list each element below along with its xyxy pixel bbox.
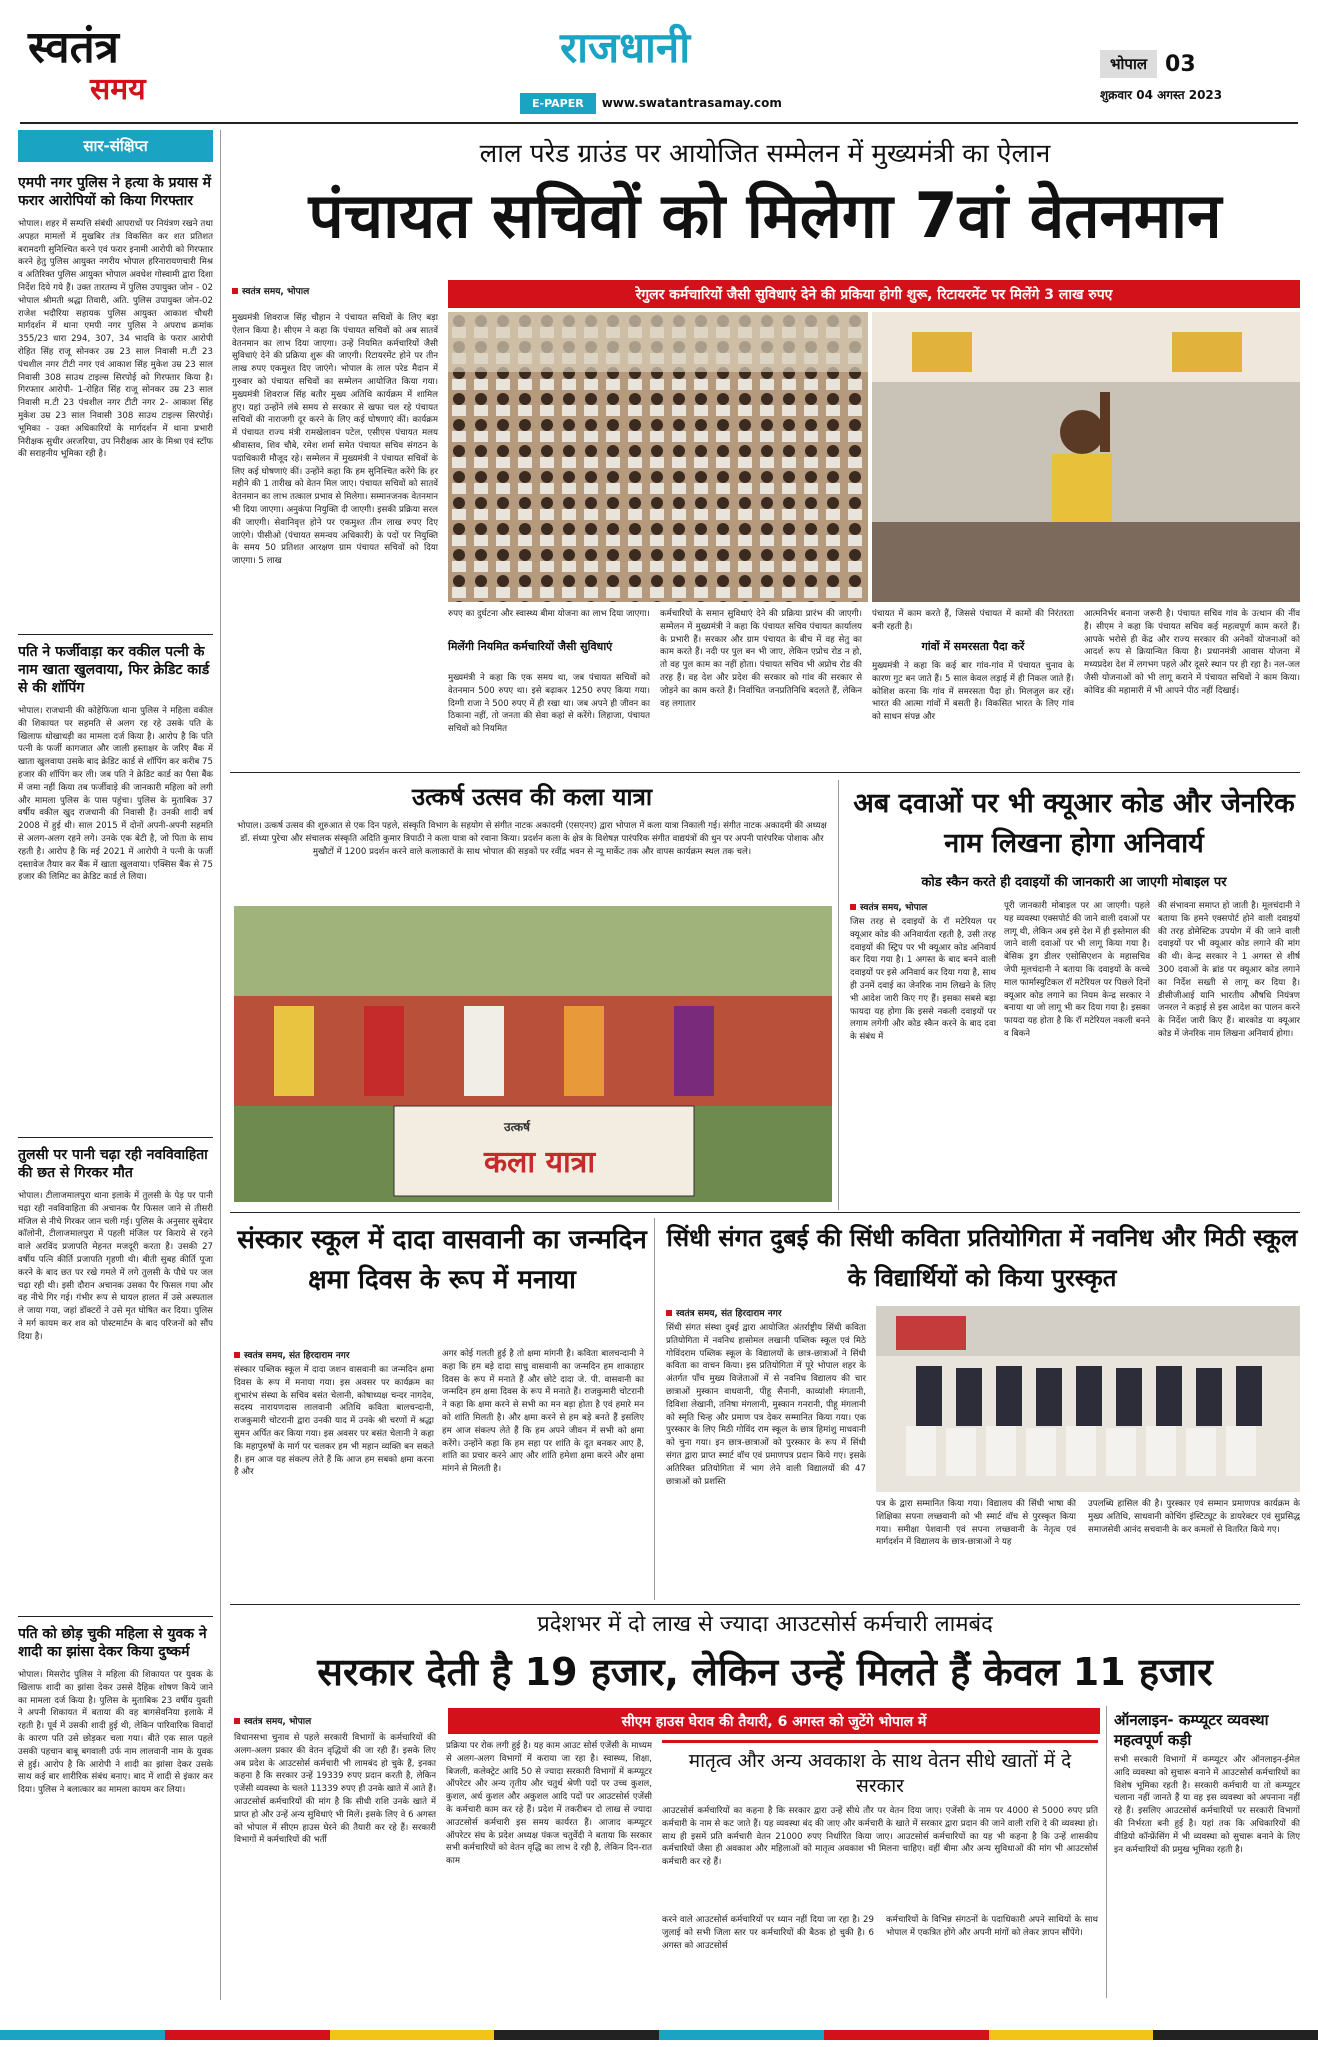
column-divider	[838, 780, 839, 1210]
logo-line-2: समय	[90, 72, 146, 107]
byline-marker	[666, 1310, 672, 1316]
lead-col-3: कर्मचारियों के समान सुविधाएं देने की प्रक्रिया प्रारंभ की जाएगी। सम्मेलन में मुख्यमंत्री ने कहा कि पंचायत सचिव पंचायत कार्यालय के प्रभारी हैं। सरकार और ग्राम पंचायत के बीच में वह सेतु का काम करते हैं। नदी पर पुल बन भी जाए, लेकिन एप्रोच रोड न हो, तो वह पुल काम का नहीं होता। पंचायत सचिव भी अप्रोच रोड की तरह हैं। वह देश और प्रदेश की सरकार को गांव की सरकार से जोड़ने का काम करते हैं। निर्वाचित जनप्रतिनिधि बदलते हैं, लेकिन वह लगातार	[660, 609, 862, 709]
outsource-headline: सरकार देती है 19 हजार, लेकिन उन्हें मिलते हैं केवल 11 हजार	[317, 1650, 1213, 1694]
byline-marker	[232, 288, 238, 294]
section-title: राजधानी	[560, 23, 691, 72]
lead-subhead-4: गांवों में समरसता पैदा करें	[921, 640, 1025, 653]
section-rule	[230, 1604, 1300, 1605]
bottom-color-strip	[0, 2030, 1318, 2040]
outsource-side-headline: ऑनलाइन- कम्प्यूटर व्यवस्था महत्वपूर्ण कड़ी	[1114, 1711, 1269, 1749]
crowd-photo	[448, 312, 868, 602]
cm-photo	[872, 312, 1300, 602]
column-divider	[1106, 1706, 1107, 1998]
sidebar	[18, 130, 213, 2000]
outsource-box	[662, 1740, 1098, 1906]
sidebar-headline: पति ने फर्जीवाड़ा कर वकील पत्नी के नाम खाता खुलवाया, फिर क्रेडिट कार्ड से की शॉपिंग	[18, 644, 210, 696]
lead-byline	[232, 284, 309, 297]
kala-headline: उत्कर्ष उत्सव की कला यात्रा	[411, 783, 653, 811]
section-rule	[230, 1212, 1300, 1213]
sidebar-divider	[18, 1137, 213, 1138]
masthead-rule	[20, 122, 1298, 124]
byline-text: स्वतंत्र समय, भोपाल	[860, 903, 928, 913]
sidebar-story	[18, 174, 213, 626]
sidebar-story	[18, 1146, 213, 1608]
lead-kicker: लाल परेड ग्राउंड पर आयोजित सम्मेलन में मुख्यमंत्री का ऐलान	[479, 139, 1051, 169]
edition-city: भोपाल	[1100, 50, 1157, 78]
byline-marker	[850, 904, 856, 910]
edition-date: शुक्रवार 04 अगस्त 2023	[1100, 88, 1223, 102]
byline-marker	[234, 1352, 240, 1358]
lead-col-4: पंचायत में काम करते हैं, जिससे पंचायत में कामों की निरंतरता बनी रहती है।	[872, 609, 1074, 632]
sidebar-headline: तुलसी पर पानी चढ़ा रही नवविवाहिता की छत से गिरकर मौत	[18, 1147, 208, 1181]
column-divider	[654, 1218, 655, 1600]
lead-col-1: मुख्यमंत्री शिवराज सिंह चौहान ने पंचायत सचिवों के लिए बड़ा ऐलान किया है। सीएम ने कहा कि पंचायत सचिवों को अब सातवें वेतनमान का लाभ दिया जाएगा। उन्हें नियमित कर्मचारियों जैसी सुविधाएं देने की प्रक्रिया शुरू की जाएगी। रिटायरमेंट होने पर तीन लाख रुपए एकमुश्त दिए जाएंगे। भोपाल के लाल परेड मैदान में गुरुवार को पंचायत सचिवों का सम्मेलन आयोजित किया गया। मुख्यमंत्री शिवराज सिंह बतौर मुख्य अतिथि कार्यक्रम में शामिल हुए। यहां उन्होंने लंबे समय से सरकार से खफा चल रहे पंचायत सचिवों की नाराजगी दूर करने के लिए कई घोषणाएं कीं। कार्यक्रम में पंचायत राज्य मंत्री रामखेलावन पटेल, एसीएस पंचायत मलय श्रीवास्तव, शिव चौबे, रमेश शर्मा समेत पंचायत सचिव संगठन के पदाधिकारी मौजूद रहे। सम्मेलन में मुख्यमंत्री ने पंचायत सचिवों के लिए कई घोषणाएं कीं। उन्होंने कहा कि हम सुनिश्चित करेंगे कि हर महीने की 1 तारीख को वेतन मिल जाए। पंचायत सचिवों को सातवें वेतनमान का लाभ तत्काल प्रभाव से मिलेगा। सम्मानजनक वेतनमान भी दिया जाएगा। अनुकंपा नियुक्ति दी जाएगी। इसकी प्रक्रिया सरल की जाएगी। सेवानिवृत्त होने पर एकमुश्त तीन लाख रुपए दिए जाएंगे। पीसीओ (पंचायत समन्वय अधिकारी) के पदों पर नियुक्ति के समय 50 प्रतिशत आरक्षण ग्राम पंचायत सचिवों को दिया जाएगा। 5 लाख	[232, 313, 438, 567]
section-rule	[230, 772, 1300, 773]
qr-col-2: पूरी जानकारी मोबाइल पर आ जाएगी। पहले यह व्यवस्था एक्सपोर्ट की जाने वाली दवाओं पर लागू थी, लेकिन अब इसे देश में ही इस्तेमाल की जाने वाली दवाओं पर भी लागू किया गया है। बेसिक ड्रग डीलर एसोसिएशन के महासचिव जेपी मूलचंदानी ने बताया कि दवाइयों के कच्चे माल फार्मास्युटिकल रॉ मटेरियल पर पिछले दिनों क्यूआर कोड लगाने का नियम केन्द्र सरकार ने बनाया था जो लागू भी कर दिया गया है। इसका फायदा यह होता है कि रॉ मटेरियल नकली बनने व बिकने	[1004, 901, 1150, 1039]
qr-col-3: की संभावना समाप्त हो जाती है। मूलचंदानी ने बताया कि हमने एक्सपोर्ट होने वाली दवाइयों की तरह डोमेस्टिक उपयोग में की जाने वाली दवाइयों पर भी क्यूआर कोड लगाने की मांग की थी। केन्द्र सरकार ने 1 अगस्त से शीर्ष 300 दवाओं के ब्रांड पर क्यूआर कोड लगाने का निर्देश सख्ती से लागू कर दिया है। डीसीजीआई यानि भारतीय औषधि नियंत्रण जनरल ने कड़ाई से इस आदेश का पालन करने के निर्देश जारी किए हैं। बारकोड या क्यूआर कोड में जेनरिक नाम लिखना अनिवार्य होगा।	[1158, 901, 1300, 1039]
sindhi-headline: सिंधी संगत दुबई की सिंधी कविता प्रतियोगिता में नवनिध और मिठी स्कूल के विद्यार्थियों को किया पुरस्कृत	[666, 1224, 1298, 1292]
outsource-col-2: प्रक्रिया पर रोक लगी हुई है। यह काम आउट सोर्स एजेंसी के माध्यम से अलग-अलग विभागों में कराया जा रहा है। स्वास्थ्य, शिक्षा, बिजली, कलेक्ट्रेट आदि 50 से ज्यादा सरकारी विभागों में कम्प्यूटर ऑपरेटर और अन्य तृतीय और चतुर्थ श्रेणी पदों पर उच्च कुशल, कुशल, अर्ध कुशल और अकुशल आदि पदों पर आउटसोर्स एजेंसी के कर्मचारी काम कर रहे हैं। प्रदेश में तकरीबन दो लाख से ज्यादा आउटसोर्स कर्मचारी इस समय कार्यरत हैं। आजाद कम्प्यूटर ऑपरेटर संघ के प्रदेश अध्यक्ष पंकज चतुर्वेदी ने बताया कि सरकार सभी कर्मचारियों को वेतन वृद्धि का लाभ दे रही है, लेकिन दिन-रात काम	[446, 1741, 652, 1867]
qr-byline	[850, 900, 927, 913]
outsource-byline	[234, 1714, 311, 1727]
qr-deck: कोड स्कैन करते ही दवाइयों की जानकारी आ जाएगी मोबाइल पर	[921, 875, 1227, 890]
sindhi-col-1: सिंधी संगत संस्था दुबई द्वारा आयोजित अंतर्राष्ट्रीय सिंधी कविता प्रतियोगिता में नवनिध हासोमल लखानी पब्लिक स्कूल एवं मिठे गोविंदराम पब्लिक स्कूल के विद्यालयों के छात्र-छात्राओं ने सिंधी कविता का वाचन किया। इस प्रतियोगिता में पूरे भोपाल शहर के अंतर्गत पाँच मुख्य विजेताओं में से नवनिध विद्यालय की चार छात्राओं मुस्कान वाधवानी, पीहू सैनानी, काव्यांशी मंगतानी, दिविशा लेखानी, तनिषा मंगलानी, मुस्कान गनरानी, पीहू मंगलानी को स्मृति चिन्ह और प्रमाण पत्र देकर सम्मानित किया गया। एक पुरस्कार के लिए मिठी गोविंद राम स्कूल के छात्र हिमांशु माधवानी को चुना गया। इन छात्र-छात्राओं को पुरस्कार के रूप में सिंधी संगत द्वारा प्राप्त स्मार्ट वॉच एवं प्रमाणपत्र प्रदान किये गए। इसके अतिरिक्त प्रतियोगिता में भाग लेने वाली विद्यालयों की 47 छात्राओं को प्रशस्ति	[666, 1323, 866, 1487]
sidebar-story	[18, 643, 213, 1129]
byline-text: स्वतंत्र समय, संत हिरदाराम नगर	[676, 1309, 782, 1319]
sidebar-body: भोपाल। मिसरोद पुलिस ने महिला की शिकायत पर युवक के खिलाफ शादी का झांसा देकर उससे दैहिक शोषण किये जाने का मामला दर्ज किया है। पुलिस के मुताबिक 23 वर्षीय युवती ने अपनी शिकायत में बताया की वह बागसेवनिया इलाके में रहती है। पूर्व में उसकी शादी हुई थी, लेकिन पारिवारिक विवादों के कारण पति उसे छोड़कर चला गया। बीते एक साल पहले उसकी पहचान बाबू बगवाली उर्फ नाम लालवानी नाम के युवक से हुई। आरोप है कि आरोपी ने शादी का झांसा देकर उसके साथ कई बार शारीरिक संबंध बनाए। बाद में शादी से इंकार कर दिया। पुलिस ने बलात्कार का मामला कायम कर लिया।	[18, 1670, 213, 1796]
column-divider	[220, 130, 221, 2000]
byline-text: स्वतंत्र समय, संत हिरदाराम नगर	[244, 1351, 350, 1361]
crowd-photo-image	[448, 312, 868, 602]
kala-banner-sub: उत्कर्ष	[504, 1120, 530, 1134]
outsource-col-1: विधानसभा चुनाव से पहले सरकारी विभागों के कर्मचारियों की अलग-अलग प्रकार की वेतन वृद्धियों की जा रही हैं। इसके लिए अब प्रदेश के आउटसोर्स कर्मचारी भी लामबंद हो चुके हैं, इनका कहना है कि सरकार उन्हें 19339 रुपए प्रदान करती है, लेकिन एजेंसी व्यवस्था के चलते 11339 रुपए ही उनके खाते में आते हैं। आउटसोर्स कर्मचारियों की मांग है कि सीधी राशि उनके खाते में प्राप्त हो और उन्हें अन्य सुविधाएं भी मिलें। इसके लिए वे 6 अगस्त को भोपाल में सीएम हाउस घेरने की तैयारी कर रहे हैं। सरकारी विभागों में कर्मचारियों की भर्ती	[234, 1733, 436, 1846]
sindhi-col-2: पत्र के द्वारा सम्मानित किया गया। विद्यालय की सिंधी भाषा की शिक्षिका सपना लच्छवानी को भी स्मार्ट वॉच से पुरस्कृत किया गया। समीक्षा पेशवानी एवं सपना लच्छवानी के नेतृत्व एवं मार्गदर्शन में विद्यालय के छात्र-छात्राओं ने यह	[876, 1499, 1076, 1548]
sanskar-byline	[234, 1348, 350, 1361]
outsource-kicker: प्रदेशभर में दो लाख से ज्यादा आउटसोर्स कर्मचारी लामबंद	[537, 1612, 993, 1637]
sindhi-byline	[666, 1306, 782, 1319]
byline-text: स्वतंत्र समय, भोपाल	[244, 1717, 312, 1727]
byline-marker	[234, 1718, 240, 1724]
qr-headline: अब दवाओं पर भी क्यूआर कोड और जेनरिक नाम लिखना होगा अनिवार्य	[853, 788, 1295, 859]
sidebar-divider	[18, 1616, 213, 1617]
sidebar-story	[18, 1625, 213, 2000]
sidebar-body: भोपाल। टीलाजमालपुरा थाना इलाके में तुलसी के पेड़ पर पानी चढ़ा रही नवविवाहिता की अचानक पैर फिसल जाने से तीसरी मंजिल से नीचे गिरकर जान चली गई। पुलिस के अनुसार सुबेदार कॉलोनी, टीलाजमालपुरा में पहली मंजिल पर किराये से रहने वाले अरविंद प्रजापति मेहनत मजदूरी करता है। उसकी 27 वर्षीय पत्नि कीर्ति प्रजापति गृहणी थी। बीती सुबह कीर्ति पूजा करने के बाद छत पर रखे गमले में लगे तुलसी के पौधे पर जल चढ़ा रही थी। इसी दौरान अचानक उसका पैर फिसल गया और वह नीचे गिर गई। गंभीर रूप से घायल हालत में उसे अस्पताल ले जाया गया, जहां डॉक्टरों ने उसे मृत घोषित कर दिया। पुलिस ने मर्ग कायम कर शव को पोस्टमार्टम के बाद परिजनों को सौंप दिया है।	[18, 1191, 213, 1342]
outsource-box-body: आउटसोर्स कर्मचारियों का कहना है कि सरकार द्वारा उन्हें सीधे तौर पर वेतन दिया जाए। एजेंसी के नाम पर 4000 से 5000 रुपए प्रति कर्मचारी के नाम से कट जाते हैं। यह व्यवस्था बंद की जाए और कर्मचारी के खाते में सरकार द्वारा प्रदान की जाने वाली राशि दे की व्यवस्था हो। साथ ही इसमें प्रति कर्मचारी वेतन 21000 रुपए निर्धारित किया जाए। आउटसोर्स कर्मचारियों का यह भी कहना है कि उन्हें शासकीय कर्मचारियों जैसा ही अवकाश और महिलाओं को मातृत्व अवकाश भी मिलना चाहिए। वहीं बीमा और अन्य सुविधाओं की मांग भी आउटसोर्स कर्मचारी कर रहे हैं।	[662, 1806, 1098, 1868]
masthead	[0, 0, 1318, 120]
kala-body: भोपाल। उत्कर्ष उत्सव की शुरुआत से एक दिन पहले, संस्कृति विभाग के सहयोग से संगीत नाटक अकादमी (एसएनए) द्वारा भोपाल में कला यात्रा निकाली गई। संगीत नाटक अकादमी की अध्यक्ष डॉ. संध्या पुरेचा और संचालक संस्कृति अदिति कुमार त्रिपाठी ने कला यात्रा को रवाना किया। प्रदर्शन कला के क्षेत्र के विशेषज्ञ पारंपरिक संगीत वाद्ययंत्रों की धुन पर अपनी पारंपरिक पोशाक और मुखौटों में 1200 प्रदर्शन करने वाले कलाकारों के साथ भोपाल की सड़कों पर रवींद्र भवन से न्यू मार्केट तक और वापस कार्यक्रम स्थल तक चले।	[237, 821, 827, 857]
epaper-label: E-PAPER	[520, 93, 596, 114]
sidebar-divider	[18, 634, 213, 635]
lead-col-4b: मुख्यमंत्री ने कहा कि कई बार गांव-गांव में पंचायत चुनाव के कारण गुट बन जाते हैं। 5 साल केवल लड़ाई में ही निकल जाते हैं। कोशिश करना कि गांव में समरसता पैदा हो। मिलजुल कर रहें। भारत की आत्मा गांवों में बसती है। विकसित भारत के लिए गांव को साधन संपन्न और	[872, 661, 1074, 723]
page-info	[1100, 50, 1300, 110]
cm-photo-image	[872, 312, 1300, 602]
lead-col-2b: मुख्यमंत्री ने कहा कि एक समय था, जब पंचायत सचिवों को वेतनमान 500 रुपए था। इसे बढ़ाकर 1250 रुपए किया गया। दिग्गी राजा ने 500 रुपए में ही रखा था। जब अपने ही जीवन का ठिकाना नहीं, तो जनता की सेवा कहां से करेंगे। लिहाजा, पंचायत सचिवों को नियमित	[448, 673, 650, 735]
sidebar-title: सार-संक्षिप्त	[18, 130, 213, 162]
outsource-col-3: करने वाले आउटसोर्स कर्मचारियों पर ध्यान नहीं दिया जा रहा है। 29 जुलाई को सभी जिला स्तर पर कर्मचारियों की बैठक हो चुकी है। 6 अगस्त को आउटसोर्स	[662, 1915, 874, 1951]
lead-col-5: आत्मनिर्भर बनाना जरूरी है। पंचायत सचिव गांव के उत्थान की नींव हैं। सीएम ने कहा कि पंचायत सचिव कई महत्वपूर्ण काम करते हैं। आपके भरोसे ही केंद्र और राज्य सरकार की अनेकों योजनाओं को आदर्श रूप से क्रियान्वित किया है। प्रधानमंत्री आवास योजना में मध्यप्रदेश देश में लगभग पहले और दूसरे स्थान पर ही रहा है। नल-जल जैसी योजनाओं को भी लागू कराने में पंचायत सचिवों ने काम किया। कोविड की महामारी में भी आपने पीठ नहीं दिखाई।	[1084, 609, 1300, 696]
kala-banner-text: कला यात्रा	[484, 1145, 596, 1180]
qr-col-1: जिस तरह से दवाइयों के रॉ मटेरियल पर क्यूआर कोड की अनिवार्यता रहती है, उसी तरह दवाइयों की स्ट्रिप पर भी क्यूआर कोड अनिवार्य कर दिया गया है। 1 अगस्त के बाद बनने वाली दवाइयों पर इसे अनिवार्य कर दिया गया है, साथ ही उनमें दवाई का जेनरिक नाम लिखने के लिए भी आदेश जारी किए गए हैं। इसका सबसे बड़ा फायदा यह होगा कि इससे नकली दवाइयों पर लगाम लगेगी और कोड स्कैन करने के बाद दवा के संबंध में	[850, 917, 996, 1043]
lead-subhead-2: मिलेंगी नियमित कर्मचारियों जैसी सुविधाएं	[448, 640, 613, 653]
lead-headline: पंचायत सचिवों को मिलेगा 7वां वेतनमान	[308, 179, 1222, 252]
outsource-side-body: सभी सरकारी विभागों में कम्प्यूटर और ऑनलाइन-ईमेल आदि व्यवस्था को सुचारू बनाने में आउटसोर्स कर्मचारियों का विशेष भूमिका रहती है। सरकारी कर्मचारी या तो कम्प्यूटर चलाना नहीं जानते हैं या वह इस व्यवस्था को अपनाना नहीं रहे हैं। इसलिए आउटसोर्स कर्मचारियों पर सरकारी विभागों की निर्भरता बनी हुई है। यहां तक कि अधिकारियों की वीडियो कॉन्फ्रेंसिंग में भी व्यवस्था को सुचारू बनाने के लिए इन कर्मचारियों की प्रमुख भूमिका रहती है।	[1114, 1755, 1300, 1855]
epaper-bar	[520, 92, 820, 114]
sidebar-headline: एमपी नगर पुलिस ने हत्या के प्रयास में फरार आरोपियों को किया गिरफ्तार	[18, 175, 212, 209]
sindhi-col-3: उपलब्धि हासिल की है। पुरस्कार एवं सम्मान प्रमाणपत्र कार्यक्रम के मुख्य अतिथि, साधवानी कोचिंग इंस्टिट्यूट के डायरेक्टर एवं सुप्रसिद्ध समाजसेवी आनंद सचवानी के कर कमलों से वितरित किये गए।	[1088, 1499, 1300, 1535]
outsource-deck: सीएम हाउस घेराव की तैयारी, 6 अगस्त को जुटेंगे भोपाल में	[448, 1708, 1100, 1734]
byline-text: स्वतंत्र समय, भोपाल	[242, 287, 310, 297]
kala-photo	[234, 906, 832, 1202]
sanskar-headline: संस्कार स्कूल में दादा वासवानी का जन्मदिन क्षमा दिवस के रूप में मनाया	[237, 1225, 647, 1295]
sanskar-col-1: संस्कार पब्लिक स्कूल में दादा जशन वासवानी का जन्मदिन क्षमा दिवस के रूप में मनाया गया। इस अवसर पर कार्यक्रम का शुभारंभ संस्था के सचिव बसंत चेलानी, कोषाध्यक्ष चन्दर नागदेव, सदस्य नारायणदास लालवानी अतिथि कविता बालचन्दानी, राजकुमारी चोटरानी द्वारा उनकी याद में उनके श्री चरणों में श्रद्धा सुमन अर्पित कर किया गया। इस अवसर पर बसंत चेलानी ने कहा कि महापुरुषों के मार्ग पर चलकर हम भी महान व्यक्ति बन सकते हैं। हम आज यह संकल्प लेते हैं कि आज हम सबको क्षमा करना है और	[234, 1365, 434, 1478]
outsource-col-4: कर्मचारियों के विभिन्न संगठनों के पदाधिकारी अपने साथियों के साथ भोपाल में एकत्रित होंगे और अपनी मांगों को लेकर ज्ञापन सौंपेंगे।	[886, 1915, 1098, 1938]
sidebar-body: भोपाल। राजधानी की कोहेफिजा थाना पुलिस ने महिला वकील की शिकायत पर सहमति से अलग रह रहे उसके पति के खिलाफ धोखाधड़ी का मामला दर्ज किया है। आरोप है कि पति पत्नी के फर्जी कागजात और जाली हस्ताक्षर के जरिए बैंक में खाता खुलवाया उसके बाद क्रेडिट कार्ड से शॉपिंग कर करीब 75 हजार की शॉपिंग कर ली। जब पति ने क्रेडिट कार्ड का पैसा बैंक में जमा नहीं किया तब फर्जीवाड़े की जानकारी महिला को लगी और मामला पुलिस के पास पहुंचा। पुलिस के मुताबिक 37 वर्षीय वकील खुद राजधानी की निवासी हैं। उनकी शादी वर्ष 2008 में हुई थी। साल 2015 में दोनों अपनी-अपनी सहमति से अलग-अलग रहने लगे। उनके एक बेटी है, जो पिता के साथ रहती है। आरोप है कि मई 2021 में आरोपी ने पत्नी के फर्जी दस्तावेज तैयार कर बैंक में खाता खुलवाया। एक्सिस बैंक से 75 हजार की लिमिट का क्रेडिट कार्ड ले लिया।	[18, 706, 213, 883]
page-number: 03	[1165, 51, 1196, 77]
website-url[interactable]: www.swatantrasamay.com	[601, 96, 782, 110]
sidebar-headline: पति को छोड़ चुकी महिला से युवक ने शादी का झांसा देकर किया दुष्कर्म	[18, 1626, 207, 1660]
sindhi-photo	[876, 1306, 1300, 1492]
lead-col-2: रुपए का दुर्घटना और स्वास्थ्य बीमा योजना का लाभ दिया जाएगा।	[448, 609, 650, 619]
sindhi-photo-image	[876, 1306, 1300, 1492]
logo-line-1: स्वतंत्र	[28, 22, 119, 73]
lead-deck: रेगुलर कर्मचारियों जैसी सुविधाएं देने की प्रकिया होगी शुरू, रिटायरमेंट पर मिलेंगे 3 लाख रुपए	[448, 280, 1300, 308]
outsource-box-headline: मातृत्व और अन्य अवकाश के साथ वेतन सीधे खातों में दे सरकार	[688, 1750, 1072, 1797]
sanskar-col-2: अगर कोई गलती हुई है तो क्षमा मांगनी है। कविता बालचन्दानी ने कहा कि हम बड़े दादा साधु वासवानी का जन्मदिन हम शाकाहार दिवस के रूप में मनाते हैं और छोटे दादा जे. पी. वासवानी का जन्मदिन हम क्षमा दिवस के रूप में मनाते हैं। राजकुमारी चोटरानी ने कहा कि क्षमा करने से सभी का मन बड़ा होता है एवं हमारे मन को शांति मिलती है। और क्षमा करने से हम बड़े बनते हैं इसलिए हम आज संकल्प लेते हैं कि हम अपने जीवन में सभी को क्षमा करेंगे। उन्होंने कहा कि हम सहा पर शांति के दूत बनकर आए हैं, शांति का प्रचार करने आए और शांति हमेशा क्षमा करने और क्षमा मांगने से मिलती है।	[442, 1349, 644, 1475]
logo	[28, 22, 208, 114]
sidebar-body: भोपाल। शहर में सम्पत्ति संबंधी आपराधों पर नियंत्रण रखने तथा अपहत मामलों में मुखबिर तंत्र विकसित कर शत प्रतिशत बरामदगी सुनिश्चित करने एवं फरार इनामी आरोपी को गिरफ्तार करने हेतु पुलिस आयुक्त नगरीय भोपाल हरिनारायणचारी मिश्र व अतिरिक्त पुलिस आयुक्त भोपाल अवधेश गोस्वामी द्वारा दिशा निर्देश दिये गये हैं। उक्त तारतम्य में पुलिस उपायुक्त जोन - 02 भोपाल श्रीमती श्रद्धा तिवारी, अति. पुलिस उपायुक्त जोन-02 राजेश भदौरिया सहायक पुलिस आयुक्त आकाश चौधरी मार्गदर्शन में थाना एमपी नगर पुलिस ने अपराध क्रमांक 355/23 धारा 294, 307, 34 भादवि के फरार आरोपी रोहित सिंह राजू सोनकर उम्र 23 साल निवासी म.टी 23 पंचशील नगर टीटी नगर एवं आकाश सिंह मुकेश उम्र 23 साल निवासी 308 साउथ टाइल्स सिरपोई को गिरफ्तार किया है। गिरफ्तार आरोपी- 1-रोहित सिंह राजू सोनकर उम्र 23 साल निवासी म.टी 23 पंचशील नगर टीटी नगर 2- आकाश सिंह मुकेश उम्र 23 साल निवासी 308 साउथ टाइल्स सिरपोई। भूमिका - उक्त अधिकारियों के मार्गदर्शन में थाना प्रभारी निरीक्षक सुधीर अरजरिया, उप निरीक्षक आर के मिश्रा एवं स्टॉफ की सराहनीय भूमिका रही है।	[18, 219, 213, 460]
